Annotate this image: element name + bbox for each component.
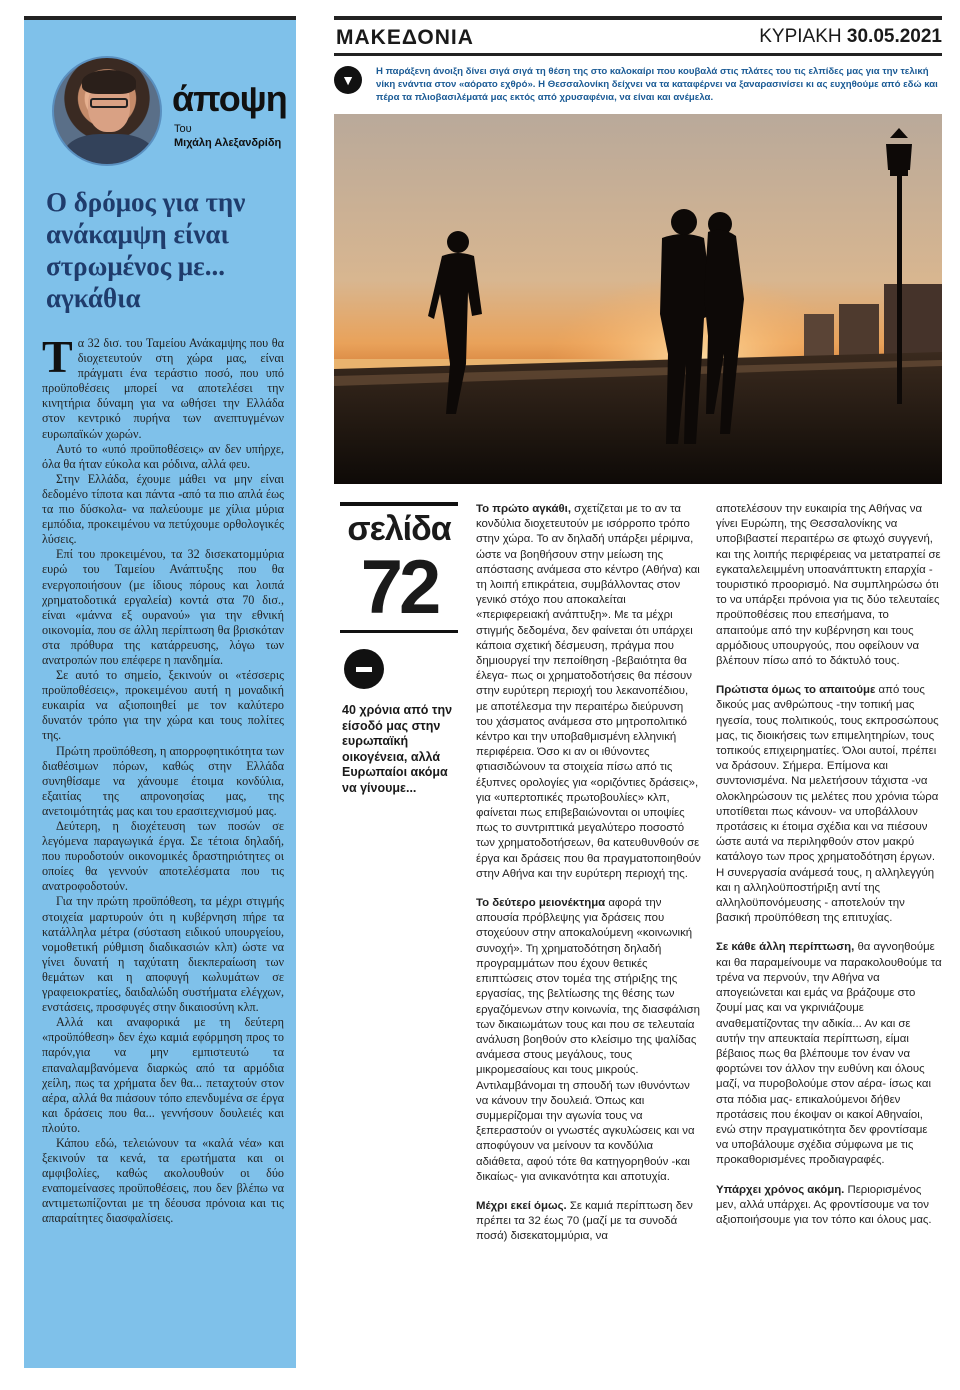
article-paragraph: Το δεύτερο μειονέκτημα αφορά την απουσία πρόβλεψης για δράσεις που στοχεύουν στην αποκαλούμενη «κοινωνική συνοχή». Τη χρηματοδότηση δηλαδή προγραμμάτων που έχουν θετικές επιπτώσεις στον τομέα της στήριξης της εργασίας, της βελτίωσης της θέσης των εργαζόμενων στην κοινωνία, της διασφάλιση των δικαιωμάτων τους και που σε τελευταία ανάλυση βοηθούν στο κλείσιμο της ψαλίδας ανάμεσα στους μεγάλους, τους μικρομεσαίους και τους μικρούς. Αντιλαμβάνομαι τη σπουδή των ιθυνόντων να κάνουν την δουλειά. Όπως και συμμερίζομαι την αγωνία τους να ξεπεραστούν οι γνωστές αγκυλώσεις και να αποφύγουν να μείνουν τα κονδύλια αδιάθετα, αφού τότε θα κατηγορηθούν -και δικαίως- για ανικανότητα και αποτυχία. bbox=[476, 897, 700, 1183]
article-paragraph: Το πρώτο αγκάθι, σχετίζεται με το αν τα κονδύλια διοχετευτούν με ισόρροπο τρόπο στην χώρα. Το αν δηλαδή υπάρξει μέριμνα, ώστε να βοηθήσουν στην μείωση της απόστασης ανάμεσα στο κέντρο (Αθήνα) και τη λοιπή επικράτεια, συμβάλλοντας στον γενικό στόχο που αποκαλείται «περιφερειακή ανάπτυξη». Με τα μέχρι στιγμής δεδομένα, δεν φαίνεται ότι υπάρχει κάποια σχετική δέσμευση, πράγμα που δημιουργεί την πεποίθηση -βεβαιότητα θα έλεγα- πως οι χρηματοδοτήσεις θα πέσουν στην ευρύτερη περιοχή του λεκανοπέδιου, με αποτέλεσμα την περαιτέρω διεύρυνση του χάσματος ανάμεσα στο μητροπολιτικό κέντρο και την υποβαθμισμένη ελληνική περιφέρεια. Όσο κι αν οι ιθύνοντες φτιασιδώνουν τα στοιχεία πίσω από τις έξυπνες ορολογίες για «οριζόντιες δράσεις», για «υπερτοπικές πρωτοβουλίες» κλπ, φαίνεται πως επιβεβαιώνονται οι υποψίες πως το συντριπτικά μεγαλύτερο ποσοστό των χρηματοδοτήσεων, θα κατευθυνθούν σε έργα και δράσεις που θα πραγματοποιηθούν στην Αθήνα και την ευρύτερη περιοχή της. bbox=[476, 503, 701, 880]
hero-photo bbox=[334, 114, 942, 484]
dropcap: Τ bbox=[42, 331, 73, 382]
opinion-paragraph: Κάπου εδώ, τελειώνουν τα «καλά νέα» και ξεκινούν τα κενά, τα ερωτήματα και οι αμφιβολίες, καθώς ακολουθούν οι δύο εναπομείνασες προϋποθέσεις, που δεν βλέπω να αντιμετωπίζονται με τη δέουσα πρόνοια και τις απαραίτητες διασφαλίσεις. bbox=[42, 1135, 284, 1226]
page-number: 72 bbox=[360, 545, 438, 630]
opinion-paragraph: Σε αυτό το σημείο, ξεκινούν οι «τέσσερις προϋποθέσεις», προκειμένου αυτή η μοναδική ευκαιρία να αξιοποιηθεί με τον καλύτερο δυνατόν τρόπο για την χώρα και τους πολίτες της. bbox=[42, 668, 284, 743]
article-paragraph: Υπάρχει χρόνος ακόμη. Περιορισμένος μεν, αλλά υπάρχει. Ας φροντίσουμε να τον αξιοποιήσουμε για τον τόπο και όλους μας. bbox=[716, 1183, 932, 1226]
article-column-2 bbox=[716, 502, 942, 1242]
chevron-down-icon: ▼ bbox=[334, 66, 362, 94]
page-reference-caption: 40 χρόνια από την είσοδό μας στην ευρωπαϊκή οικογένεια, αλλά Ευρωπαίοι ακόμα να γίνουμε... bbox=[342, 703, 453, 795]
article-column-1 bbox=[476, 502, 702, 1259]
byline-prefix: Του bbox=[174, 123, 192, 135]
opinion-label: άποψη bbox=[172, 78, 287, 119]
opinion-column bbox=[24, 16, 296, 1368]
divider bbox=[340, 630, 458, 633]
article-paragraph: αποτελέσουν την ευκαιρία της Αθήνας να γίνει Ευρώπη, της Θεσσαλονίκης να υποβιβαστεί περαιτέρω σε φτωχό συγγενή, και της λοιπής περιφέρειας να μετατραπεί σε εγκαταλελειμμένη υποανάπτυκτη επαρχία - τουριστικό προορισμό. Να συμπληρώσω ότι το να υπάρξει πρόνοια για τις δύο τελευταίες προϋποθέσεις που επεσήμανα, το απαιτούμε από την κυβέρνηση και τους αρμόδιους υπουργούς, που οφείλουν να βλέπουν πίσω από το δάκτυλό τους. bbox=[716, 503, 941, 668]
divider bbox=[340, 502, 458, 506]
author-photo bbox=[52, 56, 162, 166]
sunset-silhouette-illustration bbox=[334, 114, 942, 484]
article-paragraph: Σε κάθε άλλη περίπτωση, θα αγνοηθούμε και θα παραμείνουμε να παρακολουθούμε τα τρένα να περνούν, την Αθήνα να απογειώνεται και εμάς να βράζουμε στο ζουμί μας και να γκρινιάζουμε αναθεματίζοντας την αδικία... Αν και σε αυτήν την απευκταία περίπτωση, είμαι βέβαιος πως θα βλέπουμε τον έναν να φορτώνει τον άλλον την ευθύνη και όλους μαζί, να πυροβολούμε στον αέρα- ίσως και στα πόδια μας- επικαλούμενοι δήθεν προτάσεις που έκοψαν οι κακοί Αθηναίοι, ενώ στην πραγματικότητα δεν φροντίσαμε να υποβάλουμε σχέδια σύμφωνα με τις προκαθορισμένες προδιαγραφές. bbox=[716, 941, 942, 1167]
opinion-paragraph: Στην Ελλάδα, έχουμε μάθει να μην είναι δεδομένο τίποτα και πάντα -από τα πιο απλά έως τα πιο δύσκολα- να παλεύουμε με χίλια μύρια εμπόδια, προκειμένου να πετύχουμε ορθολογικές λύσεις. bbox=[42, 471, 284, 547]
page-reference-box bbox=[340, 502, 458, 796]
section-title: ΜΑΚΕΔΟΝΙΑ bbox=[336, 26, 474, 49]
photo-lead-text: Η παράξενη άνοιξη δίνει σιγά σιγά τη θέση της στο καλοκαίρι που κουβαλά στις πλάτες του τις ελπίδες μας για την τελική νίκη ενάντια στον «αόρατο εχθρό». Η Θεσσαλονίκη δείχνει να τα καταφέρνει να ξαναρασινίσει κι ας ευχηθούμε από εδώ και πέρα τα πλιοβασιλέματά μας εκτός από χρυσαφένια, να είναι και ανέμελα. bbox=[376, 66, 938, 103]
opinion-paragraph: Τα 32 δισ. του Ταμείου Ανάκαμψης που θα διοχετευτούν στη χώρα μας, είναι πράγματι ένα τεράστιο ποσό, που υπό προϋποθέσεις μπορεί να αποτελέσει την κινητήρια δύναμη για να ωθήσει την Ελλάδα στον κεντρικό πυρήνα των ανεπτυγμένων ευρωπαϊκών χωρών. bbox=[42, 331, 284, 441]
byline bbox=[174, 122, 281, 150]
opinion-paragraph: Για την πρώτη προϋπόθεση, τα μέχρι στιγμής στοιχεία μαρτυρούν ότι η κυβέρνηση πήρε τα κατάλληλα μέτρα (σύσταση ειδικού υπουργείου, νομοθετική ρύθμιση διαδικασιών κλπ) ώστε να γίνει δυνατή η ταχύτατη διεκπεραίωση των θεμάτων και η αποφυγή κωλυμάτων σε γραφειοκρατίες, δαιδαλώδη συστήματα ελέγχων, ενστάσεις, προσφυγές στην δικαιοσύνη κλπ. bbox=[42, 894, 284, 1015]
minus-icon bbox=[344, 649, 384, 689]
opinion-body bbox=[34, 331, 286, 1227]
issue-date: ΚΥΡΙΑΚΗ 30.05.2021 bbox=[759, 26, 942, 47]
opinion-paragraph: Δεύτερη, η διοχέτευση των ποσών σε λεγόμενα παραγωγικά έργα. Σε τέτοια δηλαδή, που πυροδοτούν οικονομικές δραστηριότητες οι οποίες θα γεννούν αποτελέσματα που τις ανατροφοδοτούν. bbox=[42, 819, 284, 894]
opinion-paragraph: Επί του προκειμένου, τα 32 δισεκατομμύρια ευρώ του Ταμείου Ανάπτυξης που θα ενεργοποιήσουν (με ίδιους πόρους και λοιπά χρηματοδοτικά εργαλεία) κοντά στα 70 δισ., είναι «μάννα εξ ουρανού» για την εθνική οικονομία, που σε άλλη περίπτωση θα βρισκόταν στα πρόθυρα της κατάρρευσης, λόγω των ανατροπών που επέφερε η πανδημία. bbox=[42, 547, 284, 667]
opinion-headline: Ο δρόμος για την ανάκαμψη είναι στρωμένος με... αγκάθια bbox=[46, 187, 246, 313]
article-paragraph: Μέχρι εκεί όμως. Σε καμιά περίπτωση δεν πρέπει τα 32 έως 70 (μαζί με τα συνοδά ποσά) δισεκατομμύρια, να bbox=[476, 1199, 693, 1243]
author-name: Μιχάλη Αλεξανδρίδη bbox=[174, 137, 282, 149]
page-label: σελίδα bbox=[347, 510, 451, 548]
opinion-paragraph: Πρώτη προϋπόθεση, η απορροφητικότητα των διαθέσιμων πόρων, καθώς στην Ελλάδα συνηθίσαμε να χάνουμε έτοιμα κονδύλια, εξαιτίας της απρονοησίας μας, της ανετοιμότητάς μας και του ερασιτεχνισμού μας. bbox=[42, 743, 284, 818]
article-paragraph: Πρώτιστα όμως το απαιτούμε από τους δικούς μας ανθρώπους -την τοπική μας ηγεσία, τους πολιτικούς, τους εκπροσώπους μας, τις διοικήσεις των επιμελητηρίων, τους τοπικούς επιχειρηματίες. Όλοι αυτοί, πρέπει να δράσουν. Σήμερα. Επίμονα και συντονισμένα. Να μελετήσουν τάχιστα -να ολοκληρώσουν τις μελέτες που χρόνια τώρα υποτίθεται πως κάνουν- να υποβάλλουν προτάσεις κι έτοιμα σχέδια και να πιέσουν ώστε αυτά να περιληφθούν στον μακρύ κατάλογο των προς χρηματοδότηση έργων. Η συνεργασία ανάμεσά τους, η αλληλεγγύη και η αλληλοϋποστήριξη αντί της αλληλοϋπονόμευσης - αποτελούν την βασική προϋπόθεση της επιτυχίας. bbox=[716, 684, 939, 925]
opinion-header bbox=[34, 20, 286, 170]
opinion-paragraph: Αυτό το «υπό προϋποθέσεις» αν δεν υπήρχε, όλα θα ήταν εύκολα και ρόδινα, αλλά φευ. bbox=[42, 441, 284, 471]
opinion-paragraph: Αλλά και αναφορικά με τη δεύτερη «προϋπόθεση» δεν έχω καμιά εφόρμηση προς το παρόν,για να μην εμπιστευτώ τα επαναλαμβανόμενα διαρκώς από τα αρμόδια χείλη, πως τα χρήματα δεν θα... πεταχτούν στον αέρα, αλλά θα πιάσουν τόπο επενδυμένα σε έργα και δράσεις που θα... γεννήσουν δουλειές και πλούτο. bbox=[42, 1015, 284, 1135]
masthead bbox=[334, 16, 942, 56]
